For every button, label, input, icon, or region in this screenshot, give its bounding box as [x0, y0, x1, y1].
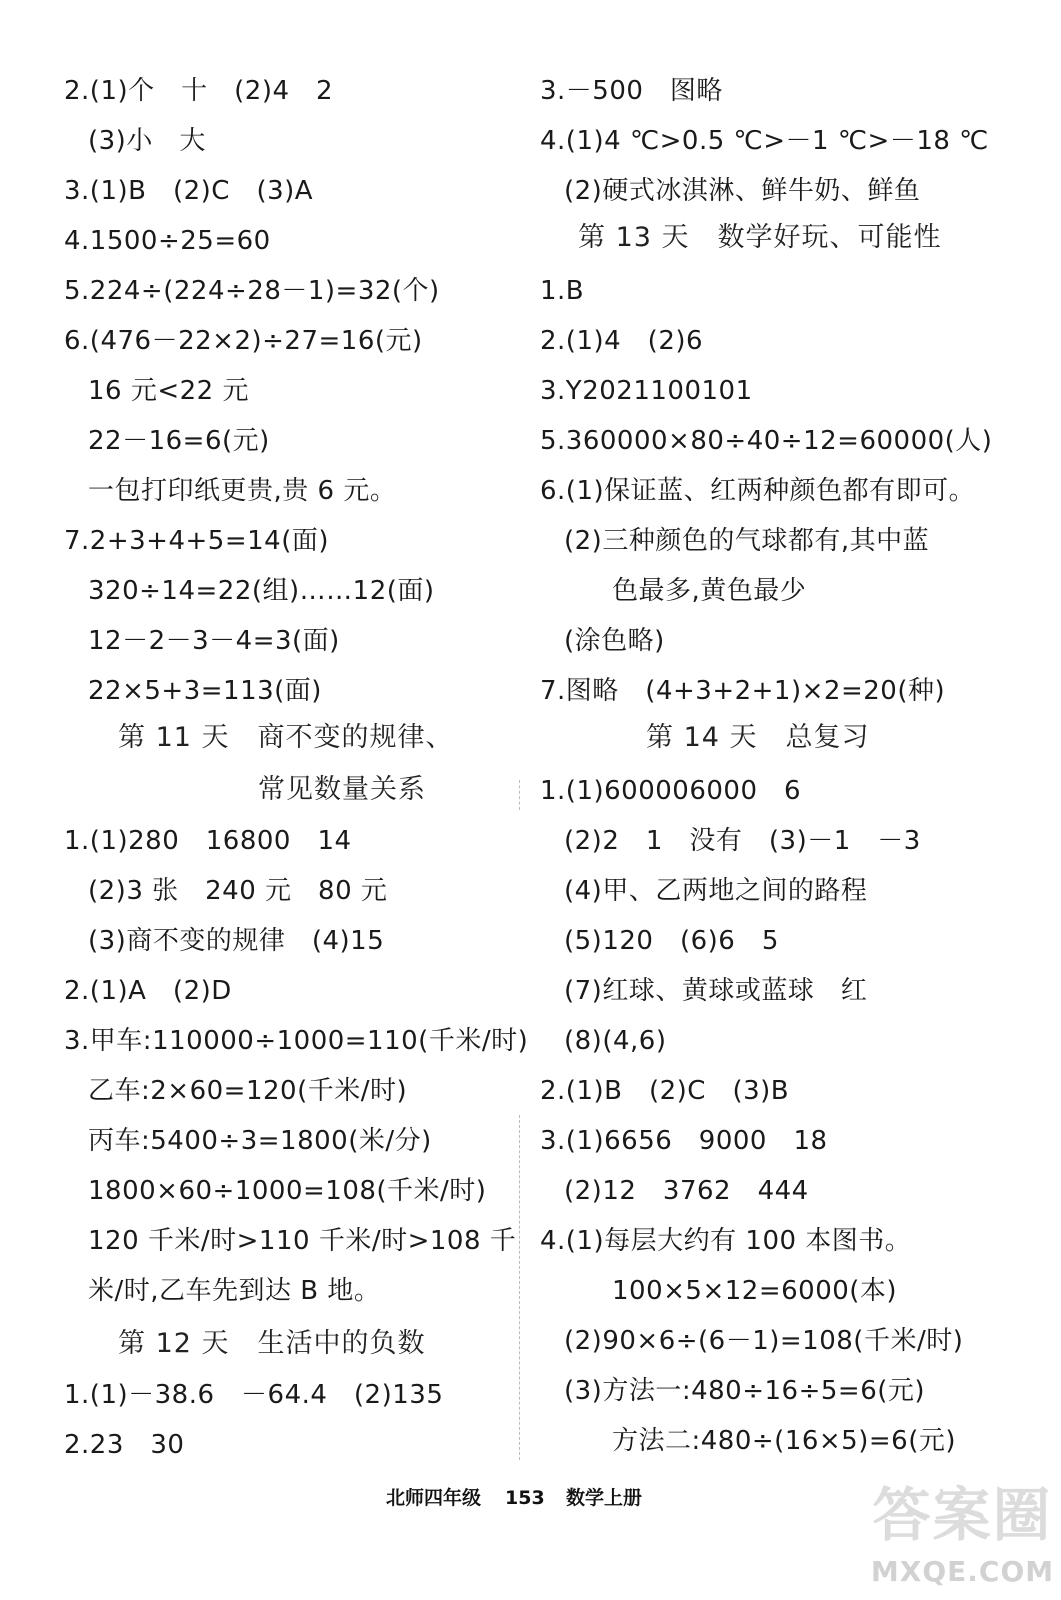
answer-line: (2)12 3762 444 — [564, 1176, 809, 1206]
answer-line: 2.(1)B (2)C (3)B — [540, 1076, 790, 1106]
answer-line: 3.(1)6656 9000 18 — [540, 1126, 828, 1156]
answer-line: (2)硬式冰淇淋、鲜牛奶、鲜鱼 — [564, 176, 921, 206]
answer-line: (2)3 张 240 元 80 元 — [88, 876, 388, 906]
answer-line: 5.224÷(224÷28－1)=32(个) — [64, 276, 440, 306]
column-divider — [519, 1115, 520, 1460]
answer-line: (2)三种颜色的气球都有,其中蓝 — [564, 526, 930, 556]
answer-line: 320÷14=22(组)……12(面) — [88, 576, 435, 606]
section-heading-day-14: 第 14 天 总复习 — [646, 722, 870, 753]
answer-line: 4.1500÷25=60 — [64, 226, 271, 256]
watermark-logo-text: 答案圈 — [872, 1481, 1053, 1549]
answer-line: 1.B — [540, 276, 585, 306]
answer-line: (2)90×6÷(6－1)=108(千米/时) — [564, 1326, 964, 1356]
answer-line: (3)小 大 — [88, 126, 206, 156]
answer-line: 16 元<22 元 — [88, 376, 249, 406]
answer-line: 方法二:480÷(16×5)=6(元) — [612, 1426, 956, 1456]
answer-line: 12－2－3－4=3(面) — [88, 626, 340, 656]
answer-line: 7.2+3+4+5=14(面) — [64, 526, 329, 556]
answer-line: 4.(1)每层大约有 100 本图书。 — [540, 1226, 912, 1256]
watermark-url: MXQE.COM — [870, 1555, 1055, 1588]
section-heading-day-11-cont: 常见数量关系 — [258, 774, 426, 805]
answer-line: 米/时,乙车先到达 B 地。 — [88, 1276, 381, 1306]
answer-line: 3.－500 图略 — [540, 76, 723, 106]
answer-line: 4.(1)4 ℃>0.5 ℃>－1 ℃>－18 ℃ — [540, 126, 989, 156]
answer-line: 2.(1)4 (2)6 — [540, 326, 704, 356]
answer-line: 120 千米/时>110 千米/时>108 千 — [88, 1226, 517, 1256]
answer-line: 6.(1)保证蓝、红两种颜色都有即可。 — [540, 476, 976, 506]
answer-line: (7)红球、黄球或蓝球 红 — [564, 976, 868, 1006]
answer-line: 色最多,黄色最少 — [612, 576, 807, 606]
watermark-logo — [870, 1475, 1055, 1593]
footer-subject: 数学上册 — [566, 1487, 643, 1509]
answer-line: 7.图略 (4+3+2+1)×2=20(种) — [540, 676, 946, 706]
answer-line: 1.(1)280 16800 14 — [64, 826, 352, 856]
answer-line: (2)2 1 没有 (3)－1 －3 — [564, 826, 921, 856]
answer-line: 3.Y2021100101 — [540, 376, 753, 406]
answer-line: 100×5×12=6000(本) — [612, 1276, 898, 1306]
answer-line: 丙车:5400÷3=1800(米/分) — [88, 1126, 432, 1156]
page-number: 153 — [505, 1487, 545, 1509]
answer-line: 2.(1)个 十 (2)4 2 — [64, 76, 334, 106]
answer-line: 3.甲车:110000÷1000=110(千米/时) — [64, 1026, 529, 1056]
section-heading-day-12: 第 12 天 生活中的负数 — [118, 1328, 426, 1359]
answer-line: (4)甲、乙两地之间的路程 — [564, 876, 868, 906]
answer-line: 1800×60÷1000=108(千米/时) — [88, 1176, 487, 1206]
answer-line: 22－16=6(元) — [88, 426, 270, 456]
answer-line: 乙车:2×60=120(千米/时) — [88, 1076, 408, 1106]
answer-line: 2.(1)A (2)D — [64, 976, 232, 1006]
footer-grade: 北师四年级 — [386, 1487, 482, 1509]
answer-line: (3)商不变的规律 (4)15 — [88, 926, 385, 956]
answer-line: 一包打印纸更贵,贵 6 元。 — [88, 476, 397, 506]
section-heading-day-13: 第 13 天 数学好玩、可能性 — [578, 222, 942, 253]
answer-line: 1.(1)－38.6 －64.4 (2)135 — [64, 1380, 444, 1410]
answer-line: 2.23 30 — [64, 1430, 185, 1460]
section-heading-day-11: 第 11 天 商不变的规律、 — [118, 722, 454, 753]
answer-line: 1.(1)600006000 6 — [540, 776, 802, 806]
answer-line: 3.(1)B (2)C (3)A — [64, 176, 314, 206]
answer-line: (5)120 (6)6 5 — [564, 926, 779, 956]
answer-line: 22×5+3=113(面) — [88, 676, 322, 706]
answer-line: (涂色略) — [564, 626, 665, 656]
answer-line: 5.360000×80÷40÷12=60000(人) — [540, 426, 993, 456]
answer-line: (8)(4,6) — [564, 1026, 667, 1056]
column-divider — [519, 780, 520, 810]
answer-line: 6.(476－22×2)÷27=16(元) — [64, 326, 423, 356]
answer-line: (3)方法一:480÷16÷5=6(元) — [564, 1376, 926, 1406]
